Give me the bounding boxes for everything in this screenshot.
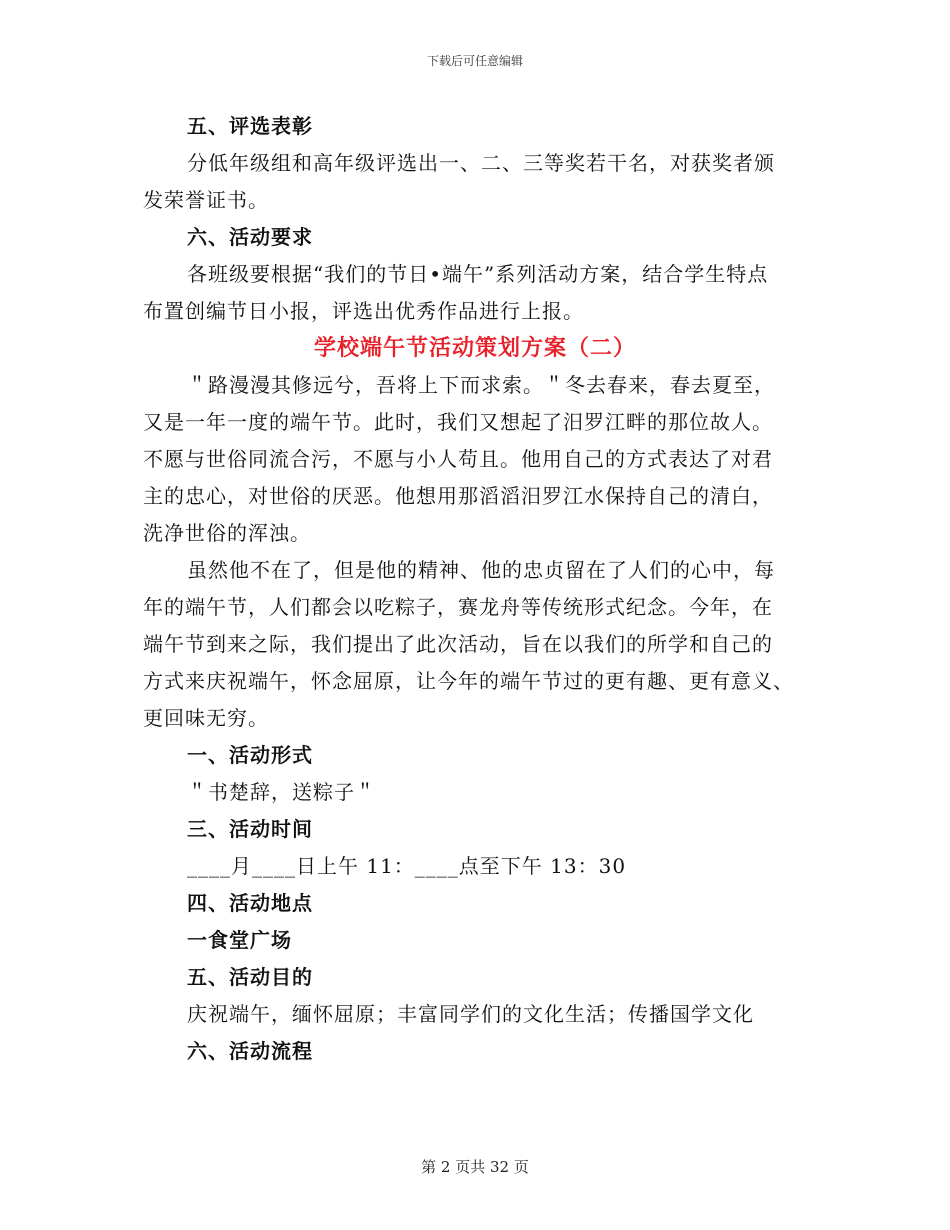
form-text: ＂书楚辞，送粽子＂ xyxy=(187,780,376,804)
document-title: 学校端午节活动策划方案（二） xyxy=(313,335,636,361)
section5-line-1: 分低年级组和高年级评选出一、二、三等奖若干名，对获奖者颁 xyxy=(187,151,775,175)
para2-line-5: 更回味无穷。 xyxy=(143,706,269,730)
para2-line-1: 虽然他不在了，但是他的精神、他的忠贞留在了人们的心中，每 xyxy=(187,558,775,582)
para1-line-2: 又是一年一度的端午节。此时，我们又想起了汨罗江畔的那位故人。 xyxy=(143,410,773,434)
section6-line-1: 各班级要根据“我们的节日•端午”系列活动方案，结合学生特点 xyxy=(187,262,769,286)
form-heading: 一、活动形式 xyxy=(187,743,313,767)
para1-line-4: 主的忠心，对世俗的厌恶。他想用那滔滔汨罗江水保持自己的清白， xyxy=(143,484,773,508)
section6-heading: 六、活动要求 xyxy=(187,225,313,249)
header-note: 下载后可任意编辑 xyxy=(426,54,523,68)
time-text: ____月____日上午 11：____点至下午 13：30 xyxy=(187,854,627,878)
section6-line-2: 布置创编节日小报，评选出优秀作品进行上报。 xyxy=(143,299,584,323)
purpose-heading: 五、活动目的 xyxy=(187,965,313,989)
para1-line-3: 不愿与世俗同流合污，不愿与小人苟且。他用自己的方式表达了对君 xyxy=(143,447,773,471)
flow-heading: 六、活动流程 xyxy=(187,1039,313,1063)
para1-line-1: ＂路漫漫其修远兮，吾将上下而求索。＂冬去春来，春去夏至， xyxy=(187,373,775,397)
place-text: 一食堂广场 xyxy=(187,928,292,952)
para1-line-5: 洗净世俗的浑浊。 xyxy=(143,521,311,545)
place-heading: 四、活动地点 xyxy=(187,891,313,915)
para2-line-4: 方式来庆祝端午，怀念屈原，让今年的端午节过的更有趣、更有意义、 xyxy=(143,669,794,693)
section5-heading: 五、评选表彰 xyxy=(187,114,313,138)
purpose-text: 庆祝端午，缅怀屈原；丰富同学们的文化生活；传播国学文化 xyxy=(187,1002,754,1026)
section5-line-2: 发荣誉证书。 xyxy=(143,188,269,212)
time-heading: 三、活动时间 xyxy=(187,817,313,841)
document-content xyxy=(143,108,807,1070)
para2-line-3: 端午节到来之际，我们提出了此次活动，旨在以我们的所学和自己的 xyxy=(143,632,773,656)
page-footer: 第 2 页共 32 页 xyxy=(421,1158,529,1176)
para2-line-2: 年的端午节，人们都会以吃粽子，赛龙舟等传统形式纪念。今年，在 xyxy=(143,595,773,619)
